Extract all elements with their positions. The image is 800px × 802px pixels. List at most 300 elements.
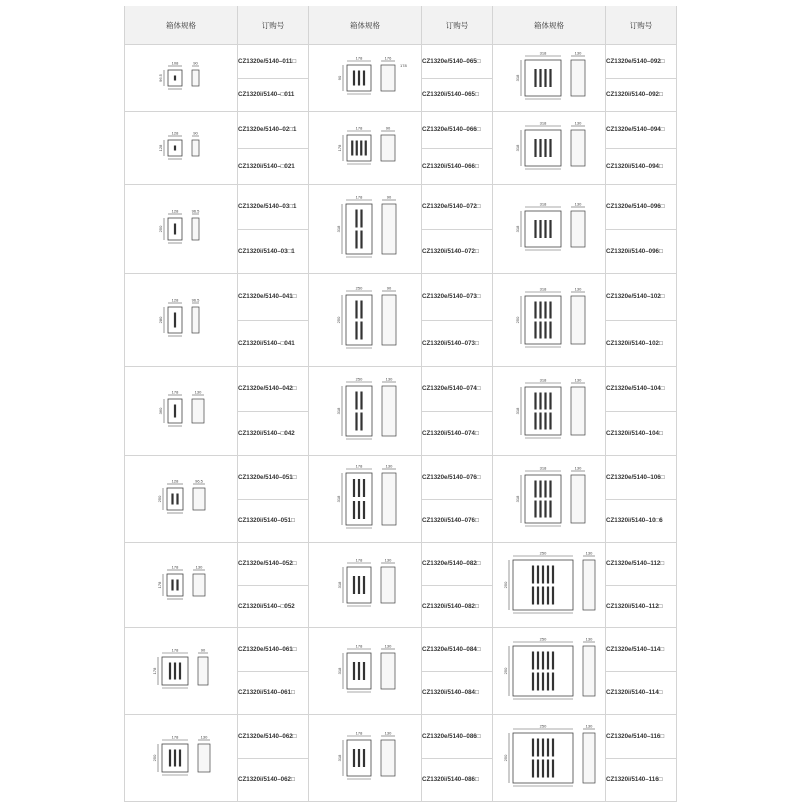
- enclosure-8-1-module: [174, 663, 176, 680]
- enclosure-6-1-depth-label: 96.5: [195, 478, 203, 484]
- enclosure-7-3-module: [542, 566, 544, 584]
- enclosure-3-3-height-label: 318: [515, 225, 520, 233]
- enclosure-6-1-module: [171, 494, 173, 505]
- enclosure-5-3-module: [544, 393, 546, 410]
- order-code-external-text: CZ1320e/5140–076□: [422, 473, 481, 481]
- enclosure-6-3-module: [549, 501, 551, 518]
- enclosure-7-3-depth-label: 130: [585, 550, 593, 556]
- enclosure-9-1-drawing: [152, 735, 210, 776]
- order-code-internal-text: CZ1320i/5140–082□: [422, 602, 479, 610]
- enclosure-4-3-module: [549, 322, 551, 339]
- order-code-external-text: CZ1320e/5140–03□1: [238, 203, 297, 211]
- enclosure-1-1-module: [174, 76, 176, 81]
- order-code-external-text: CZ1320e/5140–102□: [606, 293, 665, 301]
- enclosure-spec-cell: [493, 628, 606, 715]
- enclosure-6-3-module: [539, 501, 541, 518]
- enclosure-5-1-depth-label: 130: [194, 389, 202, 395]
- header-order-no-3: 订购号: [606, 6, 677, 45]
- enclosure-1-1-side-view: [192, 70, 199, 86]
- enclosure-diagram: [309, 112, 422, 184]
- enclosure-2-1-depth-label: 90: [193, 130, 198, 136]
- enclosure-6-2-module: [358, 479, 360, 497]
- enclosure-4-2-module: [360, 301, 362, 319]
- enclosure-1-3-height-label: 318: [515, 74, 520, 82]
- enclosure-9-1-side-view: [198, 744, 210, 772]
- enclosure-spec-cell: [309, 456, 422, 543]
- order-code-external: [606, 367, 677, 412]
- enclosure-9-3-module: [532, 760, 534, 778]
- order-code-external: [606, 274, 677, 321]
- enclosure-7-3-module: [552, 566, 554, 584]
- order-code-internal: [422, 585, 493, 628]
- enclosure-spec-cell: [493, 112, 606, 185]
- enclosure-spec-cell: [125, 45, 238, 112]
- enclosure-3-2-height-label: 318: [336, 225, 341, 233]
- order-code-internal: [238, 671, 309, 715]
- enclosure-8-3-module: [532, 673, 534, 691]
- enclosure-8-2-side-view: [381, 653, 395, 689]
- enclosure-7-1-side-view: [193, 574, 205, 596]
- enclosure-2-2-depth-label: 90: [385, 125, 391, 131]
- enclosure-5-1-drawing: [158, 390, 204, 427]
- enclosure-7-3-drawing: [503, 551, 595, 614]
- enclosure-7-3-module: [532, 587, 534, 605]
- enclosure-5-3-height-label: 318: [515, 407, 520, 415]
- order-code-internal: [606, 320, 677, 367]
- enclosure-spec-cell: [125, 185, 238, 274]
- order-code-internal: [606, 671, 677, 715]
- order-code-external: [606, 185, 677, 230]
- order-code-external-text: CZ1320e/5140–074□: [422, 385, 481, 393]
- order-code-external-text: CZ1320e/5140–116□: [606, 732, 665, 740]
- enclosure-spec-cell: [493, 715, 606, 802]
- order-code-external: [238, 456, 309, 500]
- order-code-external: [422, 628, 493, 672]
- order-code-external: [422, 45, 493, 79]
- enclosure-9-3-module: [552, 739, 554, 757]
- enclosure-3-3-module: [539, 220, 541, 238]
- enclosure-7-2-module: [358, 576, 360, 594]
- enclosure-5-2-drawing: [336, 377, 396, 440]
- table-row: [125, 456, 677, 500]
- enclosure-3-3-module: [534, 220, 536, 238]
- enclosure-1-2-module: [358, 71, 360, 86]
- order-code-internal: [422, 148, 493, 185]
- enclosure-spec-cell: [125, 715, 238, 802]
- enclosure-7-3-module: [547, 566, 549, 584]
- enclosure-7-3-module: [537, 566, 539, 584]
- enclosure-8-3-module: [547, 673, 549, 691]
- enclosure-8-3-drawing: [503, 637, 595, 700]
- enclosure-spec-cell: [309, 112, 422, 185]
- enclosure-3-3-depth-label: 130: [574, 201, 582, 207]
- enclosure-2-2-module: [356, 141, 358, 156]
- enclosure-3-2-depth-label: 90: [386, 194, 392, 200]
- enclosure-spec-cell: [493, 185, 606, 274]
- table-body: [125, 45, 677, 802]
- enclosure-9-2-module: [358, 749, 360, 767]
- enclosure-9-3-module: [552, 760, 554, 778]
- table-row: [125, 112, 677, 149]
- enclosure-diagram: [309, 456, 422, 542]
- enclosure-2-2-width-label: 178: [355, 125, 363, 131]
- enclosure-1-3-depth-label: 130: [574, 50, 582, 56]
- enclosure-9-2-height-label: 318: [337, 754, 342, 762]
- enclosure-4-2-side-view: [382, 295, 396, 345]
- header-order-no-1: 订购号: [238, 6, 309, 45]
- enclosure-8-3-width-label: 250: [539, 636, 547, 642]
- enclosure-8-1-height-label: 178: [152, 667, 157, 675]
- enclosure-3-2-module: [355, 231, 357, 249]
- order-code-external: [606, 112, 677, 149]
- enclosure-2-3-side-view: [571, 130, 585, 166]
- enclosure-diagram: [493, 715, 606, 801]
- order-code-external-text: CZ1320e/5140–042□: [238, 385, 297, 393]
- enclosure-8-2-drawing: [337, 644, 395, 693]
- enclosure-2-3-front-view: [525, 130, 561, 166]
- enclosure-spec-cell: [493, 543, 606, 628]
- enclosure-8-3-module: [547, 652, 549, 670]
- enclosure-6-1-front-view: [167, 488, 183, 510]
- enclosure-7-1-module: [171, 580, 173, 591]
- enclosure-8-3-module: [532, 652, 534, 670]
- enclosure-diagram: [493, 185, 606, 273]
- enclosure-4-2-module: [355, 301, 357, 319]
- order-code-internal: [238, 585, 309, 628]
- order-code-internal: [422, 78, 493, 112]
- enclosure-9-1-depth-label: 130: [200, 734, 208, 740]
- enclosure-4-3-side-view: [571, 296, 585, 344]
- enclosure-9-3-module: [532, 739, 534, 757]
- enclosure-5-3-side-view: [571, 387, 585, 435]
- order-code-external-text: CZ1320e/5140–086□: [422, 732, 481, 740]
- order-code-external-text: CZ1320e/5140–052□: [238, 560, 297, 568]
- enclosure-5-2-module: [360, 413, 362, 431]
- enclosure-diagram: [309, 715, 422, 801]
- enclosure-6-2-module: [363, 479, 365, 497]
- enclosure-9-2-side-view: [381, 740, 395, 776]
- enclosure-8-2-height-label: 318: [337, 667, 342, 675]
- enclosure-6-3-side-view: [571, 475, 585, 523]
- order-code-internal: [606, 585, 677, 628]
- enclosure-3-2-front-view: [346, 204, 372, 254]
- enclosure-3-1-drawing: [158, 209, 200, 244]
- order-code-external: [238, 543, 309, 586]
- enclosure-diagram: [125, 456, 238, 542]
- enclosure-spec-cell: [309, 367, 422, 456]
- enclosure-1-1-drawing: [158, 61, 199, 90]
- enclosure-1-2-module: [353, 71, 355, 86]
- enclosure-8-2-module: [353, 662, 355, 680]
- enclosure-4-3-module: [534, 302, 536, 319]
- order-code-internal: [606, 499, 677, 543]
- table-row: [125, 185, 677, 230]
- enclosure-7-3-module: [552, 587, 554, 605]
- enclosure-1-2-extra-label: 178: [400, 63, 407, 68]
- enclosure-4-2-width-label: 250: [355, 285, 363, 291]
- order-code-internal: [606, 411, 677, 456]
- order-code-internal: [606, 148, 677, 185]
- enclosure-spec-cell: [493, 367, 606, 456]
- enclosure-6-3-depth-label: 130: [574, 465, 582, 471]
- enclosure-diagram: [125, 628, 238, 714]
- order-code-internal-text: CZ1320i/5140–061□: [238, 689, 295, 697]
- order-code-external-text: CZ1320e/5140–106□: [606, 473, 665, 481]
- order-code-external-text: CZ1320e/5140–104□: [606, 385, 665, 393]
- order-code-internal-text: CZ1320i/5140–062□: [238, 776, 295, 784]
- enclosure-diagram: [493, 367, 606, 455]
- enclosure-5-3-module: [534, 393, 536, 410]
- enclosure-8-3-module: [542, 673, 544, 691]
- order-code-external: [606, 628, 677, 672]
- enclosure-4-3-module: [539, 302, 541, 319]
- enclosure-2-2-drawing: [337, 126, 395, 165]
- enclosure-1-3-module: [549, 69, 551, 87]
- enclosure-6-2-side-view: [382, 473, 396, 525]
- enclosure-8-3-module: [552, 673, 554, 691]
- enclosure-2-1-module: [174, 146, 176, 151]
- order-code-internal-text: CZ1320i/5140–03□1: [238, 247, 295, 255]
- enclosure-4-1-height-label: 280: [158, 316, 163, 324]
- enclosure-2-2-module: [360, 141, 362, 156]
- enclosure-9-2-module: [353, 749, 355, 767]
- order-code-internal: [238, 229, 309, 274]
- enclosure-7-3-module: [532, 566, 534, 584]
- order-code-external: [422, 715, 493, 759]
- enclosure-1-2-side-view: [381, 65, 395, 91]
- enclosure-9-2-drawing: [337, 731, 395, 780]
- enclosure-7-3-module: [537, 587, 539, 605]
- order-code-external-text: CZ1320e/5140–062□: [238, 732, 297, 740]
- enclosure-diagram: [493, 45, 606, 111]
- enclosure-6-3-module: [539, 481, 541, 498]
- enclosure-6-2-height-label: 318: [336, 495, 341, 503]
- enclosure-1-3-module: [539, 69, 541, 87]
- enclosure-7-3-module: [547, 587, 549, 605]
- enclosure-6-3-front-view: [525, 475, 561, 523]
- enclosure-3-3-drawing: [515, 202, 585, 251]
- enclosure-2-1-width-label: 128: [171, 130, 179, 136]
- order-code-internal: [238, 758, 309, 802]
- enclosure-3-2-module: [355, 210, 357, 228]
- enclosure-1-1-depth-label: 90: [193, 60, 198, 66]
- enclosure-1-2-height-label: 90: [337, 75, 342, 81]
- enclosure-9-3-module: [547, 739, 549, 757]
- enclosure-7-1-width-label: 178: [171, 564, 179, 570]
- enclosure-diagram: [309, 185, 422, 273]
- enclosure-4-3-module: [544, 322, 546, 339]
- enclosure-spec-cell: [309, 628, 422, 715]
- enclosure-7-3-module: [542, 587, 544, 605]
- enclosure-9-3-side-view: [583, 733, 595, 783]
- enclosure-2-3-module: [549, 139, 551, 157]
- enclosure-1-3-module: [544, 69, 546, 87]
- header-enclosure-spec-1: 箱体规格: [125, 6, 238, 45]
- enclosure-7-1-front-view: [167, 574, 183, 596]
- enclosure-4-1-drawing: [158, 298, 200, 337]
- enclosure-spec-cell: [125, 456, 238, 543]
- enclosure-7-1-depth-label: 130: [195, 564, 203, 570]
- order-code-external: [238, 715, 309, 759]
- enclosure-5-2-depth-label: 130: [385, 376, 393, 382]
- order-code-external-text: CZ1320e/5140–084□: [422, 645, 481, 653]
- enclosure-diagram: [309, 274, 422, 366]
- enclosure-4-3-drawing: [515, 287, 585, 348]
- order-code-internal-text: CZ1320i/5140–114□: [606, 689, 663, 697]
- order-code-external: [606, 543, 677, 586]
- enclosure-4-2-drawing: [336, 286, 396, 349]
- enclosure-1-1-height-label: 96.5: [158, 74, 163, 82]
- order-code-internal: [422, 411, 493, 456]
- order-code-internal-text: CZ1320i/5140–073□: [422, 339, 479, 347]
- enclosure-2-3-module: [539, 139, 541, 157]
- enclosure-8-2-module: [358, 662, 360, 680]
- order-code-external-text: CZ1320e/5140–051□: [238, 473, 297, 481]
- enclosure-5-2-module: [355, 413, 357, 431]
- order-code-external: [422, 185, 493, 230]
- header-enclosure-spec-2: 箱体规格: [309, 6, 422, 45]
- enclosure-2-1-height-label: 128: [158, 144, 163, 152]
- enclosure-spec-cell: [125, 274, 238, 367]
- enclosure-5-2-front-view: [346, 386, 372, 436]
- order-code-external-text: CZ1320e/5140–092□: [606, 57, 665, 65]
- enclosure-6-3-module: [544, 501, 546, 518]
- enclosure-9-3-depth-label: 130: [585, 723, 593, 729]
- enclosure-spec-cell: [309, 45, 422, 112]
- enclosure-8-1-width-label: 178: [171, 647, 179, 653]
- order-code-internal-text: CZ1320i/5140–084□: [422, 689, 479, 697]
- enclosure-7-2-width-label: 178: [355, 557, 363, 563]
- order-code-external: [606, 456, 677, 500]
- enclosure-6-2-module: [358, 501, 360, 519]
- enclosure-5-1-height-label: 360: [158, 407, 163, 415]
- enclosure-diagram: [125, 45, 238, 111]
- order-code-internal-text: CZ1320i/5140–076□: [422, 517, 479, 525]
- enclosure-diagram: [125, 274, 238, 366]
- table-row: [125, 45, 677, 79]
- enclosure-7-2-module: [353, 576, 355, 594]
- enclosure-4-2-module: [360, 322, 362, 340]
- enclosure-3-2-module: [360, 210, 362, 228]
- order-code-external-text: CZ1320e/5140–041□: [238, 293, 297, 301]
- enclosure-diagram: [125, 367, 238, 455]
- enclosure-2-2-front-view: [347, 135, 371, 161]
- enclosure-6-2-drawing: [336, 464, 396, 529]
- enclosure-8-3-module: [542, 652, 544, 670]
- order-code-external-text: CZ1320e/5140–066□: [422, 126, 481, 134]
- order-code-internal-text: CZ1320i/5140–065□: [422, 91, 479, 99]
- enclosure-6-1-height-label: 250: [157, 495, 162, 503]
- enclosure-3-3-side-view: [571, 211, 585, 247]
- order-code-internal: [238, 499, 309, 543]
- enclosure-3-1-width-label: 128: [171, 208, 179, 214]
- enclosure-2-3-height-label: 318: [515, 144, 520, 152]
- order-code-internal-text: CZ1320i/5140–□042: [238, 429, 295, 437]
- enclosure-order-table: [124, 6, 677, 802]
- enclosure-6-2-depth-label: 130: [385, 463, 393, 469]
- enclosure-3-1-depth-label: 96.5: [191, 208, 200, 214]
- enclosure-9-3-module: [542, 739, 544, 757]
- enclosure-5-3-module: [539, 393, 541, 410]
- enclosure-spec-cell: [125, 112, 238, 185]
- order-code-external: [422, 456, 493, 500]
- enclosure-2-3-drawing: [515, 121, 585, 170]
- enclosure-6-1-width-label: 128: [171, 478, 179, 484]
- enclosure-2-1-drawing: [158, 131, 199, 160]
- header-order-no-2: 订购号: [422, 6, 493, 45]
- enclosure-9-1-width-label: 178: [171, 734, 179, 740]
- enclosure-6-1-module: [176, 494, 178, 505]
- order-code-internal: [422, 671, 493, 715]
- enclosure-7-3-height-label: 250: [503, 581, 508, 589]
- enclosure-7-1-module: [176, 580, 178, 591]
- enclosure-4-3-module: [539, 322, 541, 339]
- enclosure-4-1-side-view: [192, 307, 199, 333]
- order-code-internal: [422, 229, 493, 274]
- enclosure-3-3-front-view: [525, 211, 561, 247]
- enclosure-diagram: [493, 543, 606, 627]
- enclosure-6-1-drawing: [157, 479, 205, 514]
- enclosure-4-3-module: [534, 322, 536, 339]
- enclosure-1-3-side-view: [571, 60, 585, 96]
- enclosure-6-2-module: [353, 501, 355, 519]
- order-code-external-text: CZ1320e/5140–082□: [422, 560, 481, 568]
- enclosure-7-2-side-view: [381, 567, 395, 603]
- enclosure-5-3-module: [534, 413, 536, 430]
- enclosure-spec-cell: [309, 185, 422, 274]
- enclosure-6-2-module: [353, 479, 355, 497]
- enclosure-4-2-module: [355, 322, 357, 340]
- enclosure-5-1-module: [174, 405, 176, 418]
- order-code-external: [422, 112, 493, 149]
- enclosure-diagram: [493, 274, 606, 366]
- enclosure-1-2-module: [363, 71, 365, 86]
- order-code-internal: [238, 411, 309, 456]
- enclosure-9-1-module: [169, 750, 171, 767]
- table-row: [125, 715, 677, 759]
- enclosure-2-3-width-label: 318: [539, 120, 547, 126]
- enclosure-7-2-height-label: 318: [337, 581, 342, 589]
- enclosure-7-2-module: [363, 576, 365, 594]
- enclosure-7-2-depth-label: 130: [384, 557, 392, 563]
- enclosure-6-3-module: [534, 501, 536, 518]
- enclosure-5-2-height-label: 318: [336, 407, 341, 415]
- enclosure-9-2-module: [363, 749, 365, 767]
- enclosure-2-2-module: [351, 141, 353, 156]
- order-code-internal-text: CZ1320i/5140–□021: [238, 162, 295, 170]
- enclosure-8-3-depth-label: 130: [585, 636, 593, 642]
- table-row: [125, 367, 677, 412]
- enclosure-7-1-height-label: 178: [157, 581, 162, 589]
- enclosure-diagram: [493, 456, 606, 542]
- enclosure-6-3-module: [534, 481, 536, 498]
- order-code-internal-text: CZ1320i/5140–072□: [422, 247, 479, 255]
- table-row: [125, 543, 677, 586]
- enclosure-3-2-module: [360, 231, 362, 249]
- enclosure-8-3-side-view: [583, 646, 595, 696]
- enclosure-4-3-width-label: 318: [539, 286, 547, 292]
- enclosure-7-3-side-view: [583, 560, 595, 610]
- enclosure-diagram: [125, 715, 238, 801]
- order-code-external: [238, 45, 309, 79]
- order-code-internal-text: CZ1320i/5140–□052: [238, 602, 295, 610]
- order-code-internal: [606, 758, 677, 802]
- order-code-internal-text: CZ1320i/5140–□011: [238, 91, 295, 99]
- enclosure-3-2-width-label: 178: [355, 194, 363, 200]
- enclosure-4-1-width-label: 128: [171, 297, 179, 303]
- table-header-row: [125, 6, 677, 45]
- enclosure-3-2-side-view: [382, 204, 396, 254]
